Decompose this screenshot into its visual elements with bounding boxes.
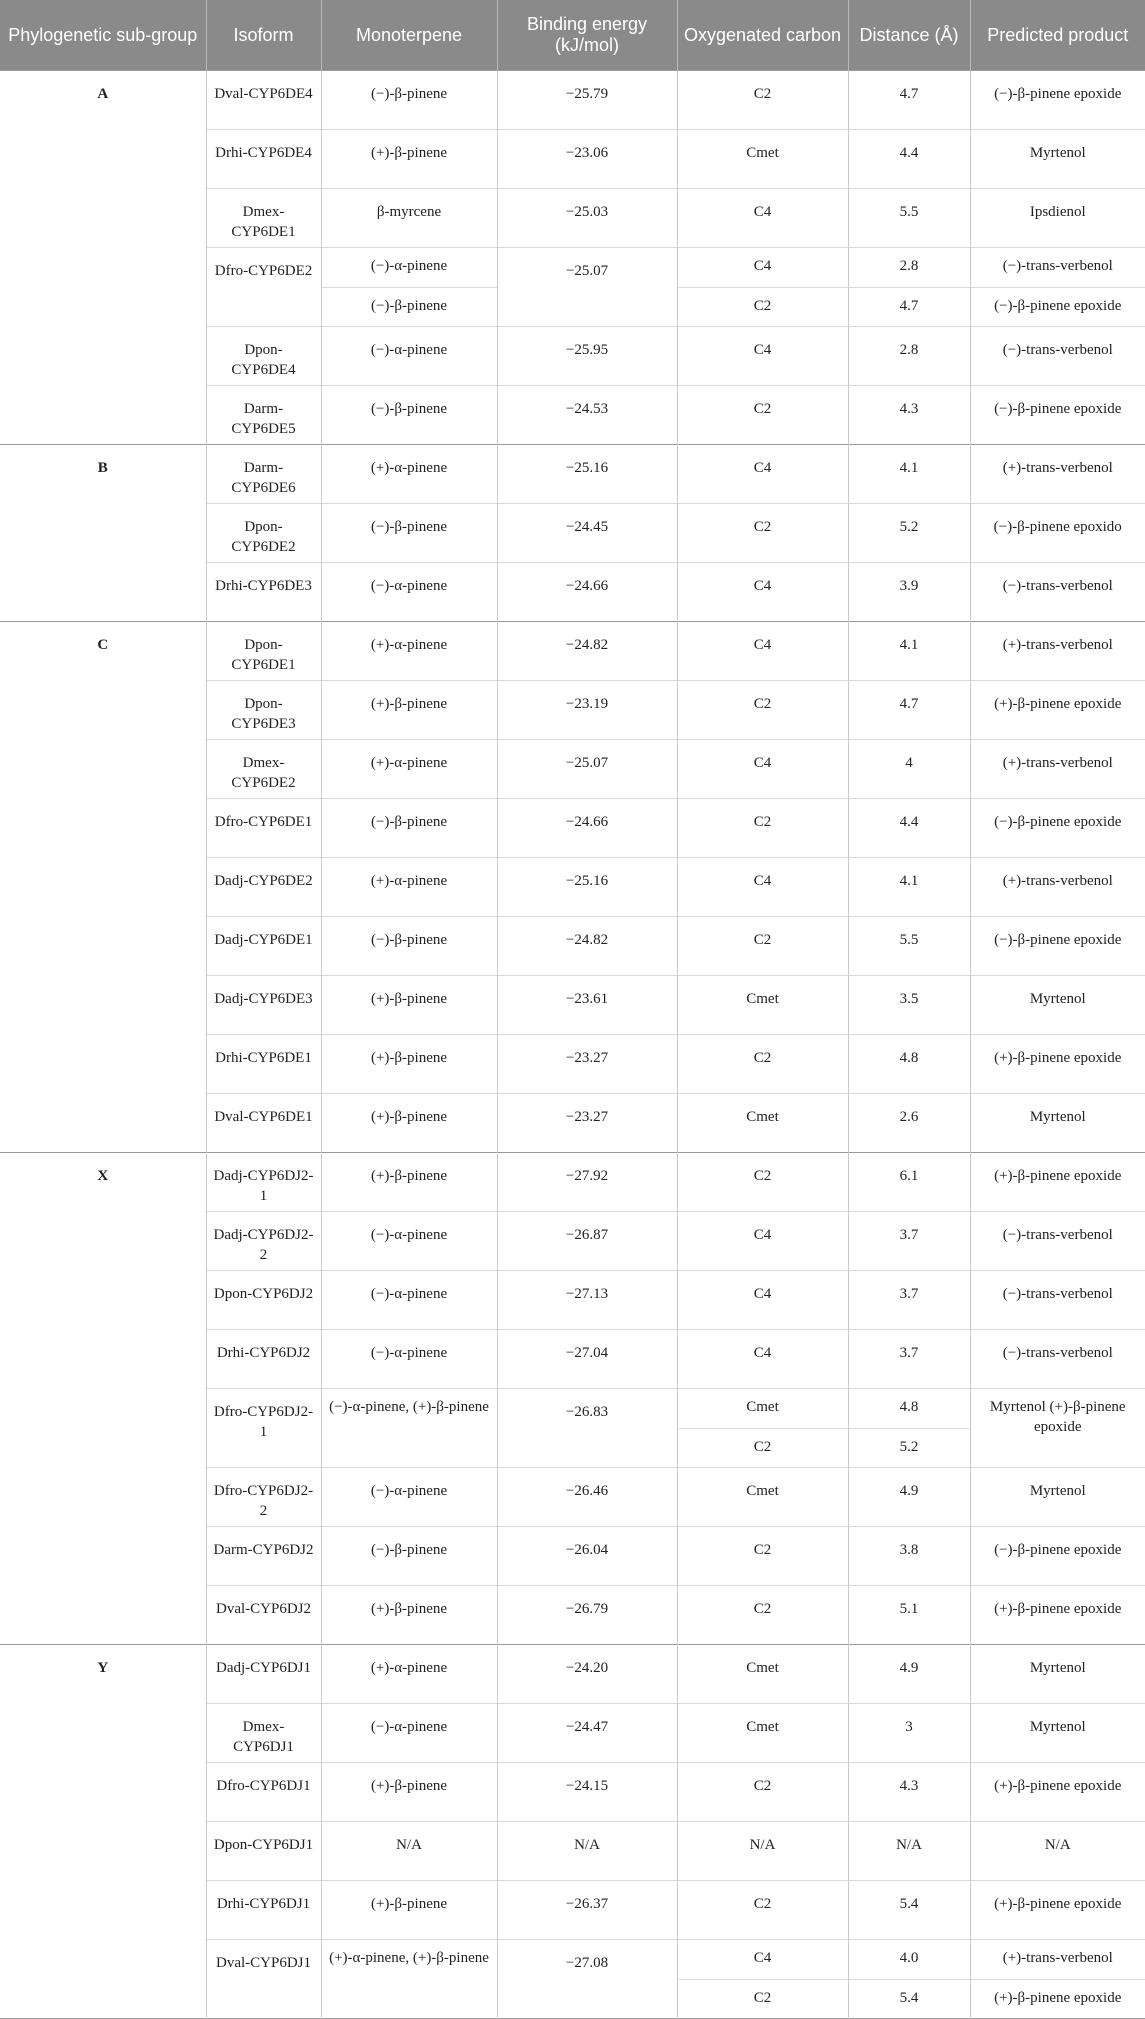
monoterpene-cell: (+)-α-pinene, (+)-β-pinene <box>321 1940 497 2019</box>
monoterpene-cell: N/A <box>321 1822 497 1881</box>
isoform-cell: Dpon-CYP6DE4 <box>206 327 321 386</box>
distance-cell: 4.1 <box>848 622 970 681</box>
distance-cell: 4.7 <box>848 71 970 130</box>
predicted-product-cell: (−)-β-pinene epoxide <box>970 799 1145 858</box>
distance-cell: 3.7 <box>848 1330 970 1389</box>
monoterpene-cell: (−)-β-pinene <box>321 504 497 563</box>
monoterpene-cell: (−)-α-pinene <box>321 327 497 386</box>
monoterpene-cell: (+)-β-pinene <box>321 681 497 740</box>
oxygenated-carbon-cell: C4 <box>677 1271 848 1330</box>
distance-cell: 3.7 <box>848 1212 970 1271</box>
binding-energy-cell: −26.46 <box>497 1468 677 1527</box>
binding-energy-cell: −27.13 <box>497 1271 677 1330</box>
distance-cell: 5.2 <box>848 1429 970 1468</box>
oxygenated-carbon-cell: C4 <box>677 1330 848 1389</box>
binding-energy-cell: −24.66 <box>497 563 677 622</box>
distance-cell: 3.5 <box>848 976 970 1035</box>
monoterpene-cell: (+)-β-pinene <box>321 1035 497 1094</box>
distance-cell: 4.4 <box>848 799 970 858</box>
monoterpene-cell: (+)-β-pinene <box>321 1094 497 1153</box>
col-header-isoform: Isoform <box>206 0 321 71</box>
monoterpene-cell: (−)-β-pinene <box>321 71 497 130</box>
isoform-cell: Drhi-CYP6DJ1 <box>206 1881 321 1940</box>
table-row <box>0 1153 1145 1212</box>
monoterpene-cell: (+)-α-pinene <box>321 740 497 799</box>
predicted-product-cell: (−)-β-pinene epoxide <box>970 71 1145 130</box>
predicted-product-cell: (−)-β-pinene epoxide <box>970 386 1145 445</box>
distance-cell: 4.1 <box>848 858 970 917</box>
isoform-cell: Drhi-CYP6DE4 <box>206 130 321 189</box>
binding-energy-cell: −24.15 <box>497 1763 677 1822</box>
distance-cell: 4.1 <box>848 445 970 504</box>
predicted-product-cell: (−)-β-pinene epoxide <box>970 917 1145 976</box>
isoform-cell: Dval-CYP6DE4 <box>206 71 321 130</box>
distance-cell: 4.3 <box>848 386 970 445</box>
distance-cell: 5.5 <box>848 917 970 976</box>
isoform-cell: Dval-CYP6DJ1 <box>206 1940 321 2019</box>
isoform-cell: Dpon-CYP6DE1 <box>206 622 321 681</box>
isoform-cell: Dmex-CYP6DJ1 <box>206 1704 321 1763</box>
binding-energy-cell: −27.08 <box>497 1940 677 2019</box>
oxygenated-carbon-cell: C2 <box>677 1153 848 1212</box>
oxygenated-carbon-cell: C2 <box>677 504 848 563</box>
table-row <box>0 622 1145 681</box>
distance-cell: 2.8 <box>848 248 970 288</box>
isoform-cell: Dfro-CYP6DJ1 <box>206 1763 321 1822</box>
isoform-cell: Dval-CYP6DJ2 <box>206 1586 321 1645</box>
predicted-product-cell: (+)-β-pinene epoxide <box>970 1881 1145 1940</box>
predicted-product-cell: Myrtenol <box>970 1468 1145 1527</box>
distance-cell: 5.4 <box>848 1881 970 1940</box>
binding-energy-cell: −26.79 <box>497 1586 677 1645</box>
monoterpene-cell: (+)-β-pinene <box>321 976 497 1035</box>
col-header-subgroup: Phylogenetic sub-group <box>0 0 206 71</box>
monoterpene-cell: (−)-α-pinene <box>321 1212 497 1271</box>
distance-cell: 2.8 <box>848 327 970 386</box>
binding-energy-cell: −23.19 <box>497 681 677 740</box>
predicted-product-cell: (−)-trans-verbenol <box>970 1271 1145 1330</box>
subgroup-cell: Y <box>0 1645 206 2019</box>
binding-energy-cell: −24.20 <box>497 1645 677 1704</box>
distance-cell: 4.0 <box>848 1940 970 1980</box>
monoterpene-cell: (+)-β-pinene <box>321 1153 497 1212</box>
isoform-cell: Darm-CYP6DE6 <box>206 445 321 504</box>
predicted-product-cell: (+)-β-pinene epoxide <box>970 1763 1145 1822</box>
subgroup-cell: A <box>0 71 206 445</box>
predicted-product-cell: (+)-β-pinene epoxide <box>970 681 1145 740</box>
table-body <box>0 71 1145 2019</box>
binding-energy-cell: −26.04 <box>497 1527 677 1586</box>
distance-cell: 4.8 <box>848 1035 970 1094</box>
predicted-product-cell: (+)-trans-verbenol <box>970 1940 1145 1980</box>
header-row <box>0 0 1145 71</box>
oxygenated-carbon-cell: C2 <box>677 1881 848 1940</box>
isoform-cell: Dmex-CYP6DE2 <box>206 740 321 799</box>
predicted-product-cell: Myrtenol <box>970 1704 1145 1763</box>
predicted-product-cell: (−)-trans-verbenol <box>970 1330 1145 1389</box>
isoform-cell: Dadj-CYP6DE3 <box>206 976 321 1035</box>
monoterpene-cell: (+)-α-pinene <box>321 622 497 681</box>
oxygenated-carbon-cell: C4 <box>677 248 848 288</box>
monoterpene-cell: (−)-β-pinene <box>321 917 497 976</box>
predicted-product-cell: (−)-trans-verbenol <box>970 563 1145 622</box>
oxygenated-carbon-cell: C2 <box>677 1035 848 1094</box>
distance-cell: 4.8 <box>848 1389 970 1429</box>
subgroup-cell: X <box>0 1153 206 1645</box>
col-header-monoterpene: Monoterpene <box>321 0 497 71</box>
monoterpene-cell: (+)-α-pinene <box>321 858 497 917</box>
binding-energy-cell: −24.82 <box>497 917 677 976</box>
subgroup-cell: C <box>0 622 206 1153</box>
oxygenated-carbon-cell: C2 <box>677 681 848 740</box>
monoterpene-cell: (+)-β-pinene <box>321 1586 497 1645</box>
monoterpene-cell: β-myrcene <box>321 189 497 248</box>
predicted-product-cell: (+)-β-pinene epoxide <box>970 1153 1145 1212</box>
oxygenated-carbon-cell: C4 <box>677 740 848 799</box>
oxygenated-carbon-cell: C2 <box>677 1429 848 1468</box>
oxygenated-carbon-cell: C4 <box>677 1940 848 1980</box>
oxygenated-carbon-cell: C2 <box>677 288 848 327</box>
predicted-product-cell: (+)-trans-verbenol <box>970 858 1145 917</box>
monoterpene-cell: (−)-α-pinene <box>321 1468 497 1527</box>
binding-energy-cell: −25.07 <box>497 740 677 799</box>
binding-energy-cell: N/A <box>497 1822 677 1881</box>
binding-energy-cell: −26.87 <box>497 1212 677 1271</box>
isoform-cell: Dpon-CYP6DJ1 <box>206 1822 321 1881</box>
binding-energy-cell: −24.47 <box>497 1704 677 1763</box>
isoform-cell: Dpon-CYP6DJ2 <box>206 1271 321 1330</box>
predicted-product-cell: (+)-β-pinene epoxide <box>970 1035 1145 1094</box>
predicted-product-cell: (−)-β-pinene epoxide <box>970 1527 1145 1586</box>
distance-cell: 4.4 <box>848 130 970 189</box>
predicted-product-cell: N/A <box>970 1822 1145 1881</box>
distance-cell: 5.5 <box>848 189 970 248</box>
oxygenated-carbon-cell: C4 <box>677 1212 848 1271</box>
table-row <box>0 71 1145 130</box>
isoform-cell: Drhi-CYP6DE3 <box>206 563 321 622</box>
oxygenated-carbon-cell: Cmet <box>677 130 848 189</box>
predicted-product-cell: (−)-β-pinene epoxido <box>970 504 1145 563</box>
oxygenated-carbon-cell: C4 <box>677 445 848 504</box>
binding-energy-cell: −27.04 <box>497 1330 677 1389</box>
binding-energy-cell: −26.83 <box>497 1389 677 1468</box>
oxygenated-carbon-cell: Cmet <box>677 976 848 1035</box>
isoform-cell: Dadj-CYP6DJ1 <box>206 1645 321 1704</box>
distance-cell: 4 <box>848 740 970 799</box>
isoform-cell: Dval-CYP6DE1 <box>206 1094 321 1153</box>
table-row <box>0 445 1145 504</box>
predicted-product-cell: (−)-trans-verbenol <box>970 1212 1145 1271</box>
oxygenated-carbon-cell: Cmet <box>677 1094 848 1153</box>
binding-energy-cell: −25.16 <box>497 858 677 917</box>
binding-energy-cell: −24.82 <box>497 622 677 681</box>
monoterpene-cell: (+)-β-pinene <box>321 1881 497 1940</box>
distance-cell: 3.8 <box>848 1527 970 1586</box>
oxygenated-carbon-cell: C2 <box>677 71 848 130</box>
distance-cell: 5.1 <box>848 1586 970 1645</box>
col-header-distance: Distance (Å) <box>848 0 970 71</box>
distance-cell: 6.1 <box>848 1153 970 1212</box>
binding-energy-cell: −24.53 <box>497 386 677 445</box>
isoform-cell: Dadj-CYP6DJ2-2 <box>206 1212 321 1271</box>
monoterpene-cell: (+)-β-pinene <box>321 130 497 189</box>
monoterpene-cell: (−)-α-pinene, (+)-β-pinene <box>321 1389 497 1468</box>
predicted-product-cell: Ipsdienol <box>970 189 1145 248</box>
monoterpene-cell: (−)-β-pinene <box>321 1527 497 1586</box>
oxygenated-carbon-cell: C2 <box>677 1980 848 2019</box>
monoterpene-cell: (−)-β-pinene <box>321 799 497 858</box>
oxygenated-carbon-cell: C4 <box>677 563 848 622</box>
subgroup-cell: B <box>0 445 206 622</box>
oxygenated-carbon-cell: Cmet <box>677 1389 848 1429</box>
distance-cell: 4.7 <box>848 288 970 327</box>
isoform-cell: Darm-CYP6DJ2 <box>206 1527 321 1586</box>
distance-cell: 4.9 <box>848 1468 970 1527</box>
binding-energy-cell: −24.45 <box>497 504 677 563</box>
predicted-product-cell: Myrtenol (+)-β-pinene epoxide <box>970 1389 1145 1468</box>
binding-energy-cell: −25.79 <box>497 71 677 130</box>
oxygenated-carbon-cell: C2 <box>677 1527 848 1586</box>
isoform-cell: Dfro-CYP6DE1 <box>206 799 321 858</box>
distance-cell: 5.4 <box>848 1980 970 2019</box>
table-row <box>0 1645 1145 1704</box>
oxygenated-carbon-cell: C4 <box>677 189 848 248</box>
binding-energy-cell: −23.27 <box>497 1094 677 1153</box>
distance-cell: 4.7 <box>848 681 970 740</box>
binding-energy-cell: −23.27 <box>497 1035 677 1094</box>
binding-energy-cell: −25.95 <box>497 327 677 386</box>
isoform-cell: Dfro-CYP6DJ2-1 <box>206 1389 321 1468</box>
distance-cell: N/A <box>848 1822 970 1881</box>
monoterpene-cell: (−)-α-pinene <box>321 1271 497 1330</box>
distance-cell: 4.9 <box>848 1645 970 1704</box>
oxygenated-carbon-cell: C2 <box>677 1763 848 1822</box>
monoterpene-cell: (−)-α-pinene <box>321 563 497 622</box>
predicted-product-cell: (−)-trans-verbenol <box>970 327 1145 386</box>
isoform-cell: Darm-CYP6DE5 <box>206 386 321 445</box>
monoterpene-cell: (−)-α-pinene <box>321 248 497 288</box>
distance-cell: 4.3 <box>848 1763 970 1822</box>
oxygenated-carbon-cell: C2 <box>677 799 848 858</box>
isoform-cell: Drhi-CYP6DJ2 <box>206 1330 321 1389</box>
isoform-cell: Dadj-CYP6DJ2-1 <box>206 1153 321 1212</box>
monoterpene-cell: (+)-α-pinene <box>321 445 497 504</box>
predicted-product-cell: (−)-trans-verbenol <box>970 248 1145 288</box>
binding-energy-cell: −25.07 <box>497 248 677 327</box>
predicted-product-cell: (+)-trans-verbenol <box>970 445 1145 504</box>
distance-cell: 3 <box>848 1704 970 1763</box>
oxygenated-carbon-cell: C2 <box>677 917 848 976</box>
oxygenated-carbon-cell: Cmet <box>677 1468 848 1527</box>
predicted-product-cell: Myrtenol <box>970 130 1145 189</box>
predicted-product-cell: (+)-trans-verbenol <box>970 622 1145 681</box>
monoterpene-cell: (+)-β-pinene <box>321 1763 497 1822</box>
monoterpene-cell: (−)-β-pinene <box>321 288 497 327</box>
oxygenated-carbon-cell: C4 <box>677 858 848 917</box>
binding-energy-cell: −25.16 <box>497 445 677 504</box>
oxygenated-carbon-cell: C2 <box>677 1586 848 1645</box>
binding-energy-cell: −27.92 <box>497 1153 677 1212</box>
isoform-cell: Drhi-CYP6DE1 <box>206 1035 321 1094</box>
predicted-product-cell: (+)-β-pinene epoxide <box>970 1980 1145 2019</box>
oxygenated-carbon-cell: C4 <box>677 622 848 681</box>
isoform-cell: Dadj-CYP6DE2 <box>206 858 321 917</box>
predicted-product-cell: Myrtenol <box>970 976 1145 1035</box>
monoterpene-cell: (−)-β-pinene <box>321 386 497 445</box>
oxygenated-carbon-cell: Cmet <box>677 1645 848 1704</box>
predicted-product-cell: Myrtenol <box>970 1645 1145 1704</box>
predicted-product-cell: (+)-β-pinene epoxide <box>970 1586 1145 1645</box>
isoform-cell: Dpon-CYP6DE2 <box>206 504 321 563</box>
isoform-cell: Dfro-CYP6DJ2-2 <box>206 1468 321 1527</box>
oxygenated-carbon-cell: Cmet <box>677 1704 848 1763</box>
binding-energy-cell: −26.37 <box>497 1881 677 1940</box>
col-header-oxygenated-carbon: Oxygenated carbon <box>677 0 848 71</box>
predicted-product-cell: (−)-β-pinene epoxide <box>970 288 1145 327</box>
oxygenated-carbon-cell: C4 <box>677 327 848 386</box>
distance-cell: 5.2 <box>848 504 970 563</box>
binding-energy-cell: −23.61 <box>497 976 677 1035</box>
binding-energy-cell: −25.03 <box>497 189 677 248</box>
oxygenated-carbon-cell: C2 <box>677 386 848 445</box>
isoform-cell: Dfro-CYP6DE2 <box>206 248 321 327</box>
col-header-predicted-product: Predicted product <box>970 0 1145 71</box>
col-header-binding-energy: Binding energy (kJ/mol) <box>497 0 677 71</box>
distance-cell: 3.7 <box>848 1271 970 1330</box>
distance-cell: 2.6 <box>848 1094 970 1153</box>
oxygenated-carbon-cell: N/A <box>677 1822 848 1881</box>
binding-energy-cell: −23.06 <box>497 130 677 189</box>
predicted-product-cell: (+)-trans-verbenol <box>970 740 1145 799</box>
predicted-product-cell: Myrtenol <box>970 1094 1145 1153</box>
distance-cell: 3.9 <box>848 563 970 622</box>
isoform-cell: Dadj-CYP6DE1 <box>206 917 321 976</box>
monoterpene-cell: (+)-α-pinene <box>321 1645 497 1704</box>
binding-energy-cell: −24.66 <box>497 799 677 858</box>
monoterpene-cell: (−)-α-pinene <box>321 1704 497 1763</box>
isoform-cell: Dpon-CYP6DE3 <box>206 681 321 740</box>
isoform-cell: Dmex-CYP6DE1 <box>206 189 321 248</box>
monoterpene-cell: (−)-α-pinene <box>321 1330 497 1389</box>
